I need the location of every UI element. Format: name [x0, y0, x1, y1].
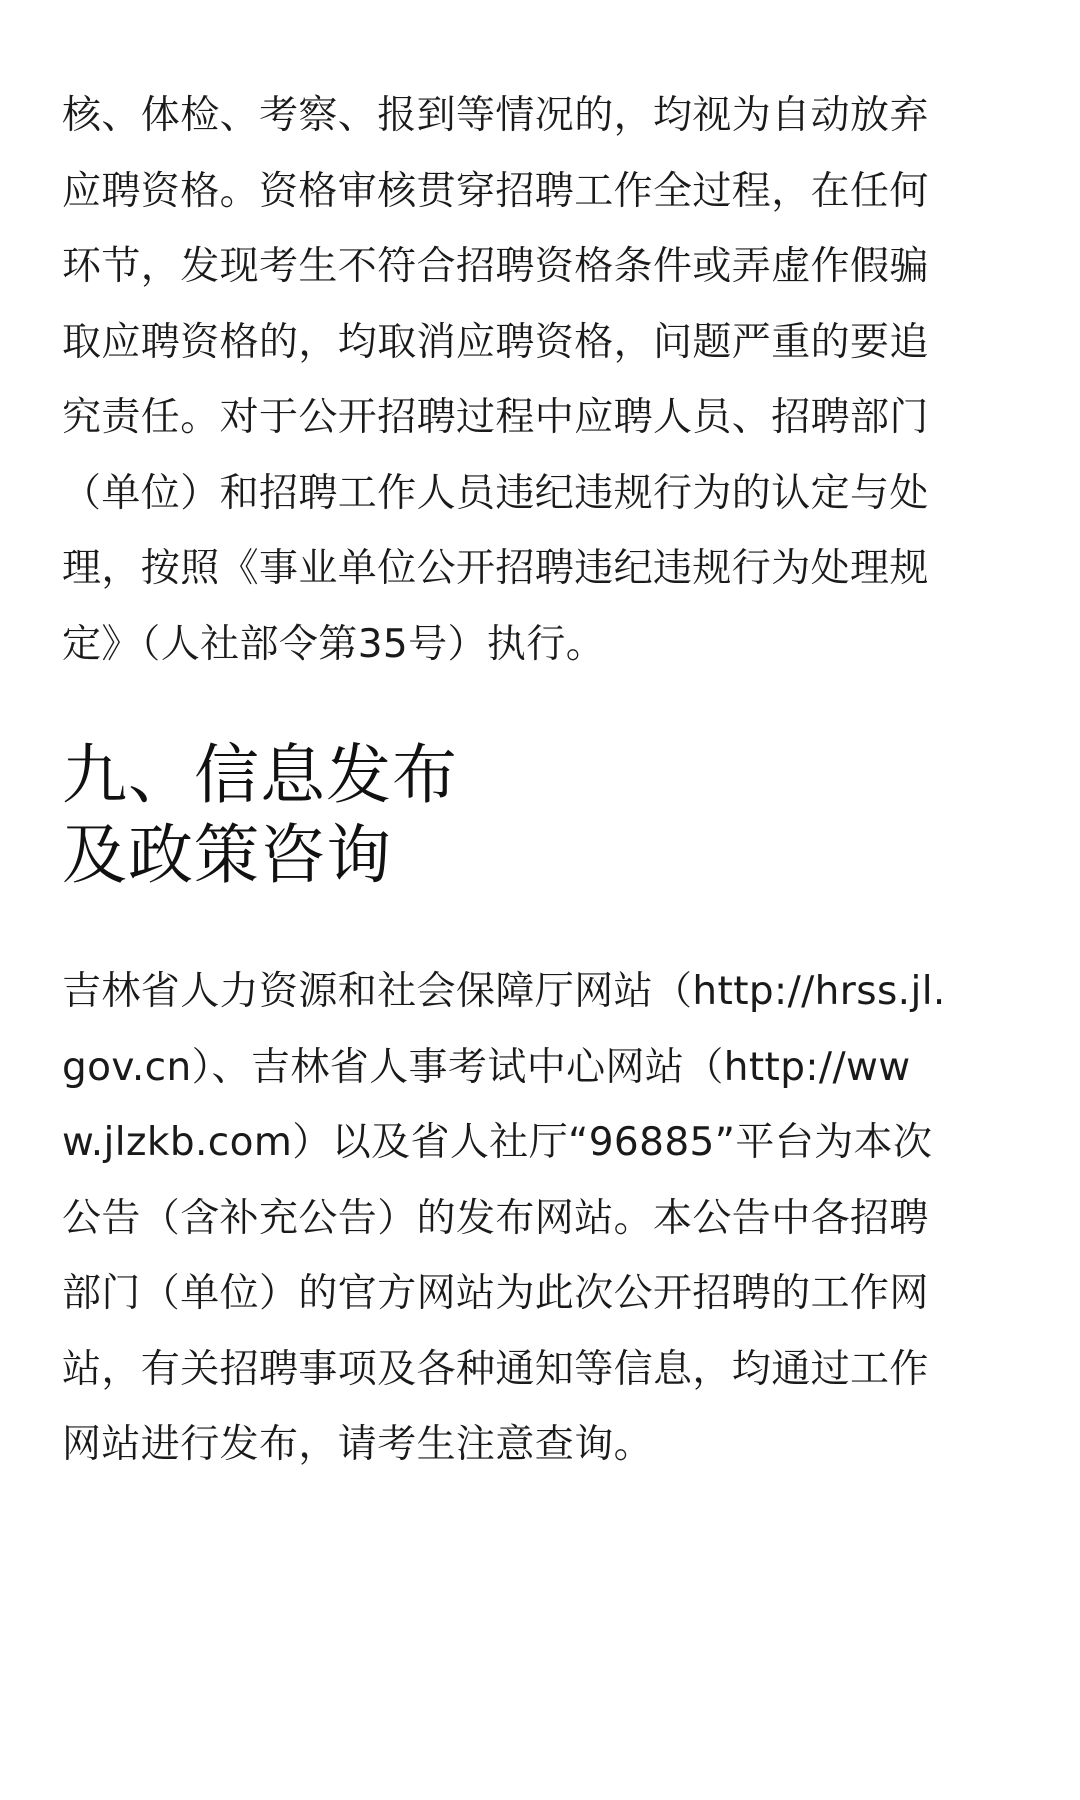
section-9-paragraph	[62, 954, 1022, 1483]
text-line: 站，有关招聘事项及各种通知等信息，均通过工作	[62, 1346, 929, 1392]
section-8-paragraph	[62, 78, 1022, 682]
text-line: 吉林省人力资源和社会保障厅网站（http://hrss.jl.	[62, 969, 946, 1014]
text-line: 核、体检、考察、报到等情况的，均视为自动放弃	[62, 93, 929, 138]
text-line: 网站进行发布，请考生注意查询。	[62, 1422, 654, 1467]
article-body	[62, 78, 1022, 1483]
text-line: 究责任。对于公开招聘过程中应聘人员、招聘部门	[62, 395, 929, 440]
text-line: （单位）和招聘工作人员违纪违规行为的认定与处	[62, 470, 929, 516]
heading-line: 及政策咨询	[62, 818, 393, 893]
heading-line: 九、信息发布	[62, 738, 459, 813]
text-line: w.jlzkb.com）以及省人社厅“96885”平台为本次	[62, 1120, 933, 1165]
text-line: 环节，发现考生不符合招聘资格条件或弄虚作假骗	[62, 244, 929, 289]
section-9-heading	[62, 736, 1022, 896]
text-line: 部门（单位）的官方网站为此次公开招聘的工作网	[62, 1271, 929, 1316]
text-line: 定》（人社部令第35号）执行。	[62, 621, 606, 667]
text-line: 理，按照《事业单位公开招聘违纪违规行为处理规	[62, 546, 929, 591]
text-line: 公告（含补充公告）的发布网站。本公告中各招聘	[62, 1195, 929, 1241]
text-line: gov.cn）、吉林省人事考试中心网站（http://ww	[62, 1044, 911, 1090]
text-line: 应聘资格。资格审核贯穿招聘工作全过程，在任何	[62, 168, 929, 214]
text-line: 取应聘资格的，均取消应聘资格，问题严重的要追	[62, 319, 929, 365]
